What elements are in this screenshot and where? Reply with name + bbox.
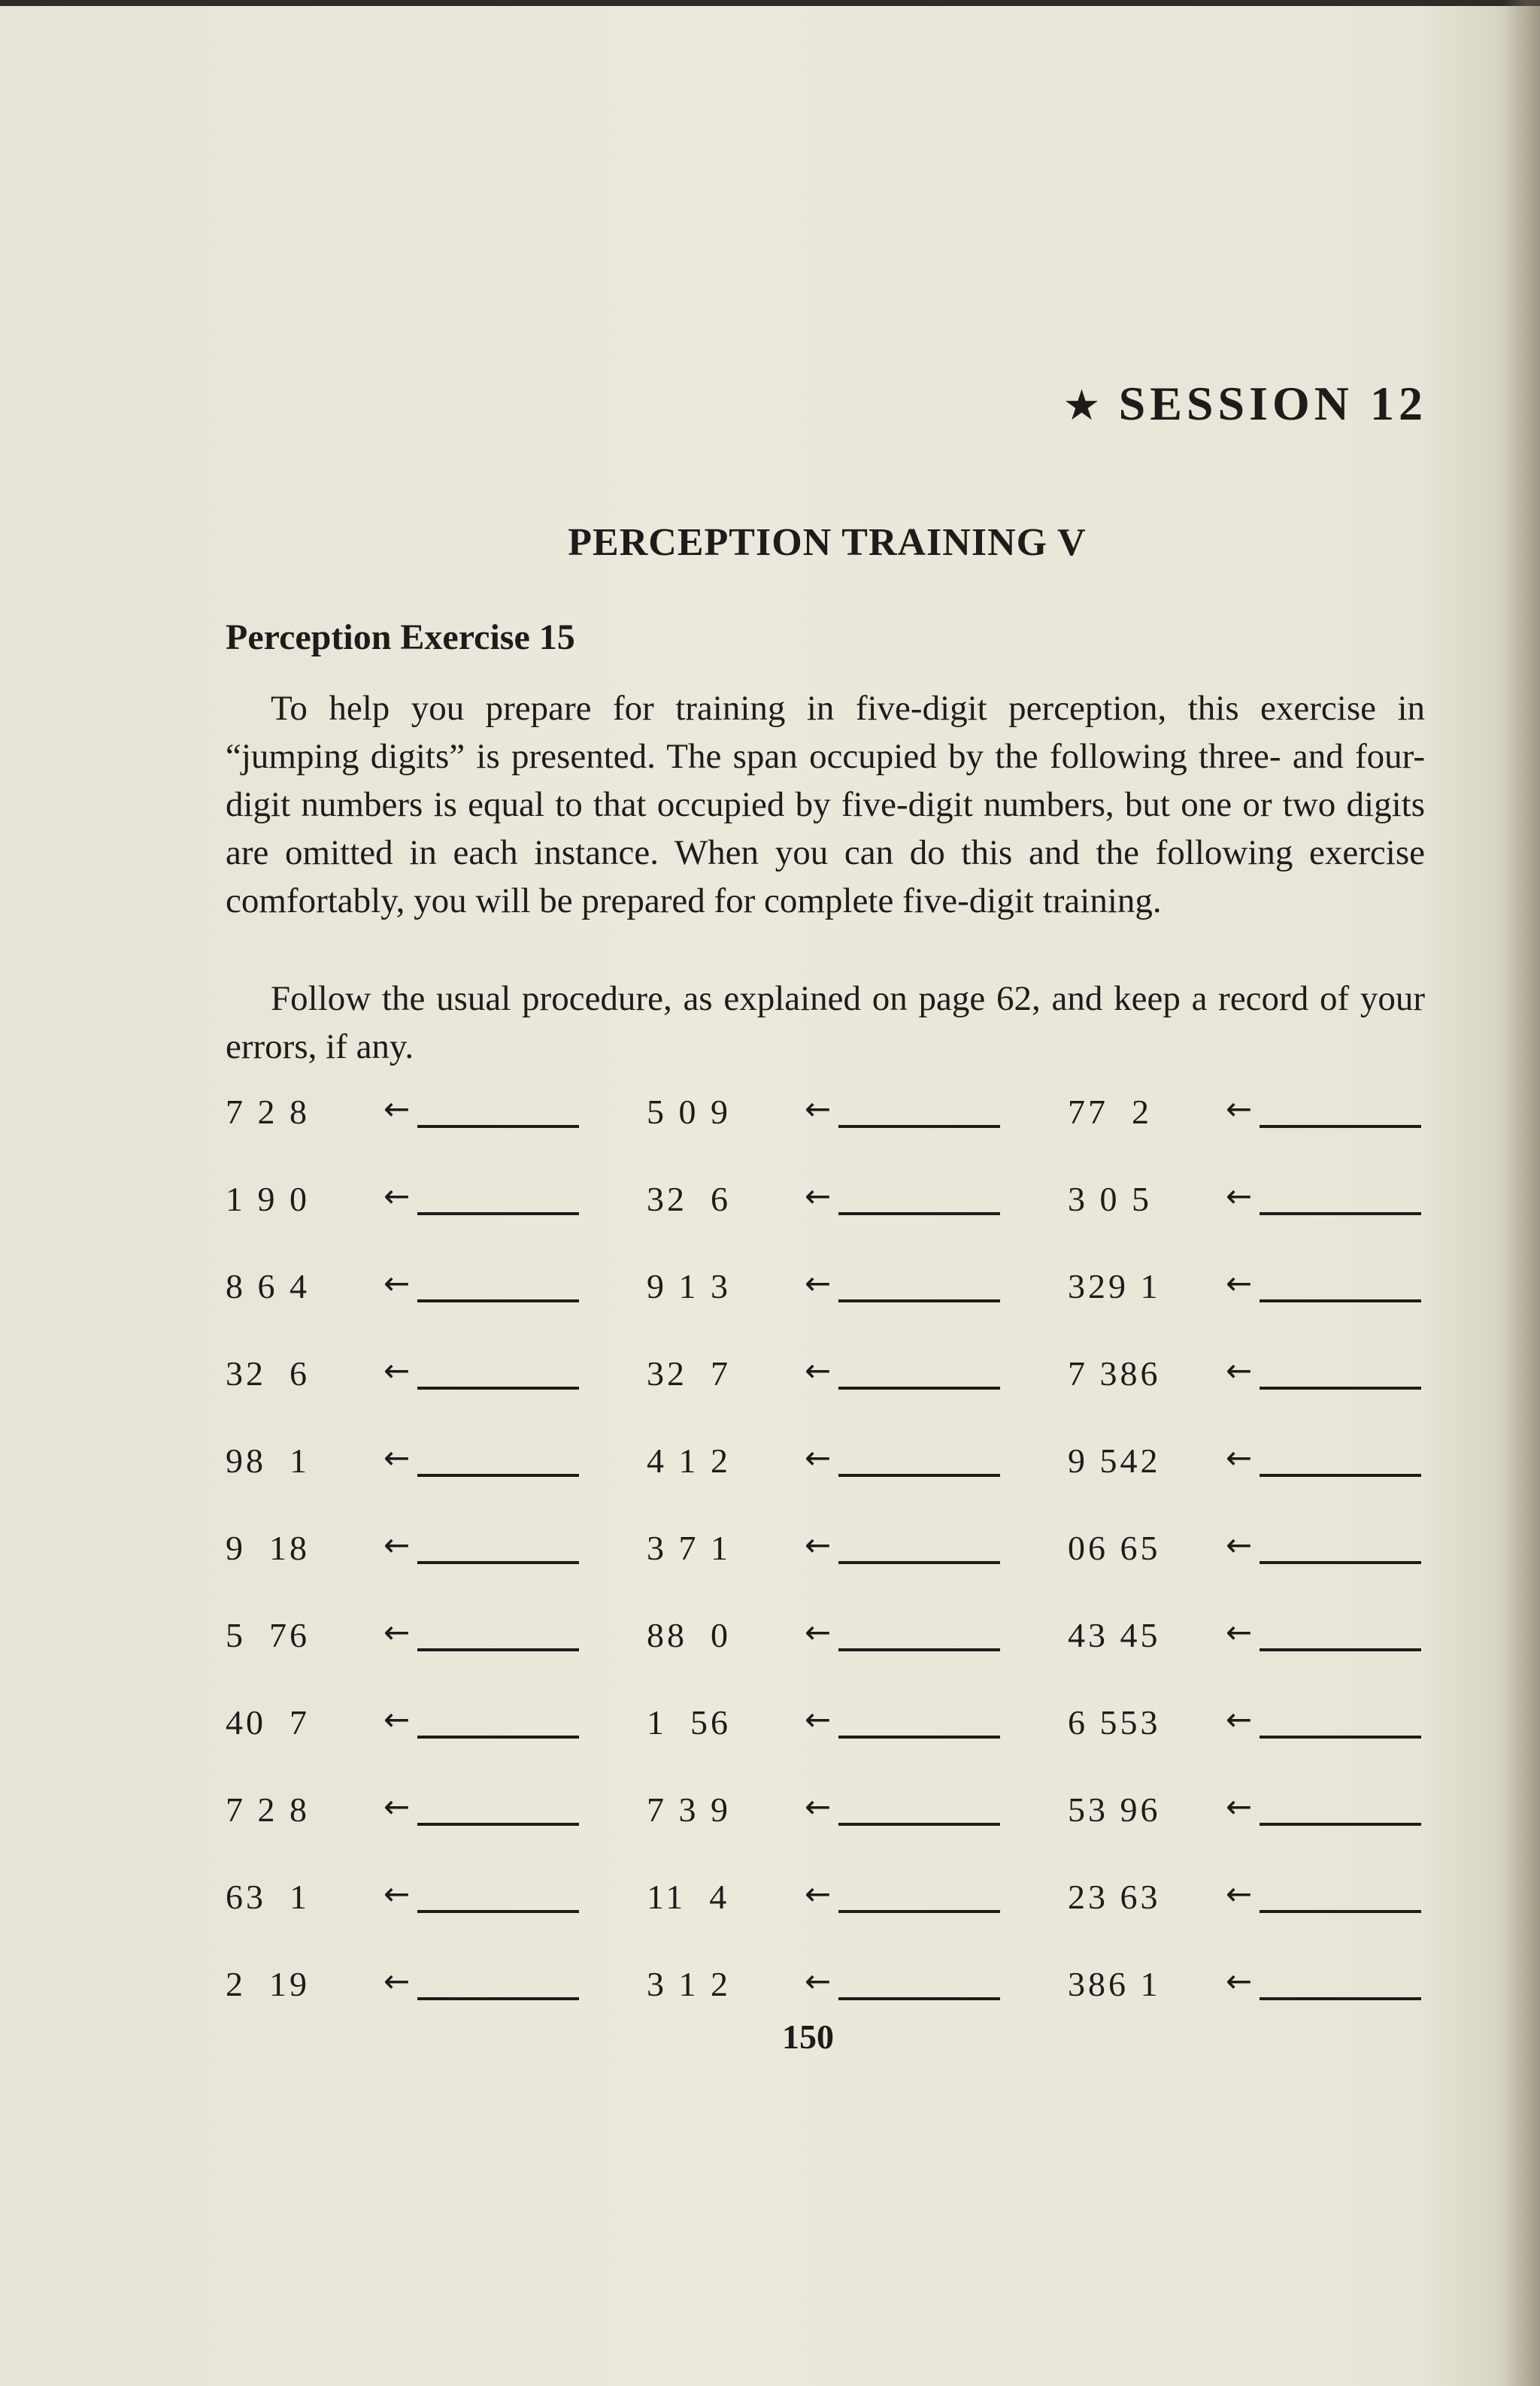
digit-group: 5 76 [226,1616,310,1654]
exercise-row [226,1441,1429,1528]
answer-blank[interactable] [1260,1212,1421,1215]
answer-blank[interactable] [1260,1736,1421,1739]
answer-blank[interactable] [1260,1823,1421,1826]
exercise-row [226,1790,1429,1877]
left-arrow-icon: ← [383,1352,411,1389]
star-icon: ★ [1063,381,1105,430]
digit-group: 7 386 [1068,1354,1161,1393]
digit-group: 1 56 [647,1703,731,1742]
digit-group: 2 19 [226,1965,310,2003]
answer-blank[interactable] [417,1561,579,1564]
exercise-row [226,1179,1429,1266]
left-arrow-icon: ← [383,1178,411,1214]
left-arrow-icon: ← [1226,1178,1253,1214]
left-arrow-icon: ← [1226,1439,1253,1476]
left-arrow-icon: ← [805,1526,832,1563]
session-label: SESSION 12 [1118,377,1427,430]
left-arrow-icon: ← [383,1526,411,1563]
answer-blank[interactable] [838,1997,1000,2000]
digit-group: 3 7 1 [647,1529,731,1567]
digit-group: 43 45 [1068,1616,1161,1654]
answer-blank[interactable] [1260,1648,1421,1651]
answer-blank[interactable] [417,1212,579,1215]
page-spine-shadow [1504,0,1540,2386]
left-arrow-icon: ← [383,1875,411,1912]
left-arrow-icon: ← [1226,1352,1253,1389]
answer-blank[interactable] [417,1736,579,1739]
answer-blank[interactable] [838,1212,1000,1215]
digit-group: 88 0 [647,1616,731,1654]
answer-blank[interactable] [1260,1474,1421,1477]
answer-blank[interactable] [417,1648,579,1651]
top-edge-rule [0,0,1540,6]
digit-group: 7 3 9 [647,1790,731,1829]
left-arrow-icon: ← [805,1265,832,1302]
digit-group: 77 2 [1068,1093,1152,1131]
left-arrow-icon: ← [1226,1090,1253,1127]
left-arrow-icon: ← [383,1090,411,1127]
left-arrow-icon: ← [1226,1265,1253,1302]
left-arrow-icon: ← [1226,1788,1253,1825]
exercise-row [226,1092,1429,1179]
answer-blank[interactable] [1260,1561,1421,1564]
left-arrow-icon: ← [1226,1701,1253,1738]
left-arrow-icon: ← [383,1265,411,1302]
answer-blank[interactable] [838,1125,1000,1128]
exercise-row [226,1266,1429,1354]
digit-group: 9 542 [1068,1442,1161,1480]
answer-blank[interactable] [417,1997,579,2000]
left-arrow-icon: ← [805,1614,832,1651]
digit-group: 5 0 9 [647,1093,731,1131]
digit-group: 9 1 3 [647,1267,731,1305]
answer-blank[interactable] [1260,1387,1421,1390]
left-arrow-icon: ← [383,1963,411,1999]
left-arrow-icon: ← [805,1875,832,1912]
answer-blank[interactable] [1260,1299,1421,1302]
exercise-row [226,1877,1429,1964]
chapter-title: PERCEPTION TRAINING V [568,521,1087,564]
answer-blank[interactable] [417,1910,579,1913]
left-arrow-icon: ← [1226,1526,1253,1563]
digit-group: 11 4 [647,1878,730,1916]
answer-blank[interactable] [417,1387,579,1390]
digit-group: 9 18 [226,1529,310,1567]
answer-blank[interactable] [838,1387,1000,1390]
digit-group: 40 7 [226,1703,310,1742]
digit-group: 329 1 [1068,1267,1161,1305]
digit-group: 386 1 [1068,1965,1161,2003]
left-arrow-icon: ← [805,1090,832,1127]
digit-group: 06 65 [1068,1529,1161,1567]
answer-blank[interactable] [417,1823,579,1826]
left-arrow-icon: ← [1226,1963,1253,1999]
left-arrow-icon: ← [383,1701,411,1738]
digit-group: 7 2 8 [226,1790,310,1829]
exercise-row [226,1354,1429,1441]
left-arrow-icon: ← [1226,1875,1253,1912]
digit-group: 32 6 [226,1354,310,1393]
answer-blank[interactable] [838,1474,1000,1477]
answer-blank[interactable] [838,1561,1000,1564]
exercise-row [226,1528,1429,1615]
left-arrow-icon: ← [805,1352,832,1389]
answer-blank[interactable] [417,1474,579,1477]
left-arrow-icon: ← [805,1439,832,1476]
digit-group: 3 1 2 [647,1965,731,2003]
exercise-grid [226,1092,1429,2051]
exercise-title: Perception Exercise 15 [226,617,575,657]
left-arrow-icon: ← [805,1963,832,1999]
digit-group: 23 63 [1068,1878,1161,1916]
answer-blank[interactable] [838,1299,1000,1302]
answer-blank[interactable] [417,1299,579,1302]
answer-blank[interactable] [838,1823,1000,1826]
intro-paragraph: To help you prepare for training in five-digit perception, this exercise in “jumping digits” is presented. The span occupied by the following three- and four-digit numbers is equal to that occupied by five-digit numbers, but one or two digits are omitted in each instance. When you can do this and the following exercise comfortably, you will be prepared for complete five-digit training. [226,689,1425,920]
answer-blank[interactable] [1260,1125,1421,1128]
digit-group: 7 2 8 [226,1093,310,1131]
answer-blank[interactable] [417,1125,579,1128]
answer-blank[interactable] [838,1736,1000,1739]
digit-group: 1 9 0 [226,1180,310,1218]
digit-group: 8 6 4 [226,1267,310,1305]
procedure-paragraph: Follow the usual procedure, as explained on page 62, and keep a record of your errors, if any. [226,979,1425,1066]
exercise-row [226,1702,1429,1790]
digit-group: 3 0 5 [1068,1180,1152,1218]
digit-group: 4 1 2 [647,1442,731,1480]
exercise-row [226,1615,1429,1702]
answer-blank[interactable] [1260,1910,1421,1913]
digit-group: 98 1 [226,1442,310,1480]
left-arrow-icon: ← [1226,1614,1253,1651]
session-heading [1063,376,1427,432]
digit-group: 32 6 [647,1180,731,1218]
left-arrow-icon: ← [805,1178,832,1214]
digit-group: 53 96 [1068,1790,1161,1829]
digit-group: 6 553 [1068,1703,1161,1742]
digit-group: 63 1 [226,1878,310,1916]
digit-group: 32 7 [647,1354,731,1393]
left-arrow-icon: ← [383,1788,411,1825]
answer-blank[interactable] [838,1648,1000,1651]
answer-blank[interactable] [838,1910,1000,1913]
left-arrow-icon: ← [383,1614,411,1651]
left-arrow-icon: ← [383,1439,411,1476]
page-number: 150 [782,2018,834,2056]
answer-blank[interactable] [1260,1997,1421,2000]
left-arrow-icon: ← [805,1701,832,1738]
left-arrow-icon: ← [805,1788,832,1825]
